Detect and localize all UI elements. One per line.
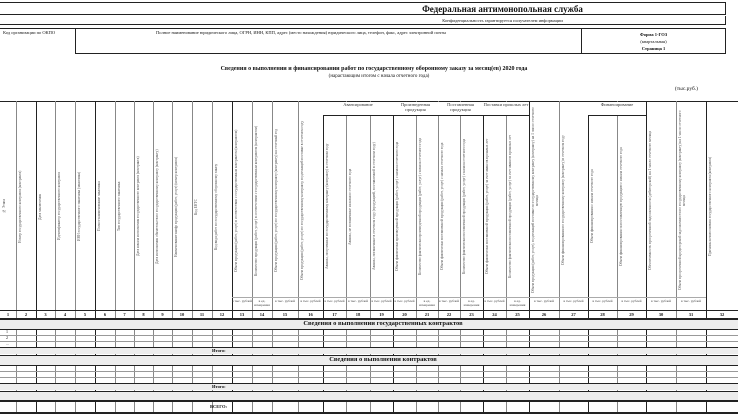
column-unit-31: в тыс. рублей [681, 299, 701, 303]
row-line [0, 400, 738, 402]
column-number-4: 4 [63, 312, 67, 317]
column-header-18: Авансы, не погашенные на начало отчетного года [348, 168, 352, 245]
form-info [581, 28, 726, 54]
column-number-11: 11 [199, 312, 205, 317]
group-header-produced: Произведенная продукция [393, 102, 438, 116]
report-title: Сведения о выполнении и финансировании работ по государственному оборонному заказу за месяц(ев) 2020 года [220, 66, 528, 72]
row-number: 1 [6, 329, 8, 334]
column-header-2: Номер государственного контракта (контракта) [18, 170, 22, 243]
column-divider [95, 101, 96, 414]
unit-divider [676, 297, 706, 298]
column-header-3: Дата заключения [38, 193, 42, 220]
unit-divider [416, 297, 438, 298]
column-number-24: 24 [492, 312, 497, 317]
group-header-financing: Финансирование [588, 102, 646, 116]
column-unit-20: в тыс. рублей [394, 299, 415, 303]
group-header-underline [438, 115, 483, 116]
column-number-30: 30 [658, 312, 664, 317]
unit-divider [232, 297, 252, 298]
report-subtitle: (нарастающим итогом с начала отчетного года) [328, 74, 430, 79]
column-header-30: Обеспеченность просроченной задолженности (дебиторской) на 1 число отчетного месяца [648, 131, 652, 270]
column-header-8: Дата начала исполнения государственного контракта (контракта) [136, 156, 140, 257]
column-header-20: Объем фактически произведенной продукции (работ, услуг) с начала отчетного года [395, 141, 399, 272]
column-number-12: 12 [219, 312, 225, 317]
column-header-9: Дата исполнения обязательств по государственному контракту (контракту) [155, 149, 159, 264]
unit-divider [252, 297, 272, 298]
column-header-13: Объем продукции (работ, услуг) в соответствии с государственным контрактом (контрактом) [234, 129, 238, 272]
group-header-underline [588, 115, 646, 116]
column-unit-21: в ед. измерения [419, 299, 435, 307]
column-divider [416, 101, 417, 414]
column-header-15: Объем продукции (работ, услуг) по государственному контракту (контракту) на отчетный год [274, 128, 278, 273]
column-divider [706, 101, 707, 414]
column-number-1: 1 [6, 312, 10, 317]
unit-divider [460, 297, 483, 298]
row-number: 2 [6, 335, 8, 340]
column-number-3: 3 [44, 312, 47, 317]
table-row[interactable] [0, 335, 738, 336]
column-header-28: Объем финансирования с начала отчетного года [590, 169, 594, 244]
column-header-12: Код вида работ по государственному оборонному заказу [214, 163, 218, 250]
column-unit-30: в тыс. рублей [651, 299, 671, 303]
unit-divider [506, 297, 529, 298]
column-number-20: 20 [402, 312, 407, 317]
group-header-underline [483, 115, 529, 116]
column-divider [115, 101, 116, 414]
unit-divider [346, 297, 370, 298]
column-header-6: Полное наименование заказчика [97, 181, 101, 232]
column-header-32: Причины неисполнения государственного контракта (контракта) [708, 156, 712, 257]
unit-divider [438, 297, 460, 298]
subtotal1-label: Итого: [212, 348, 226, 353]
unit-divider [617, 297, 646, 298]
column-divider [588, 101, 589, 414]
column-header-24: Объем фактически поставленной продукции (работ, услуг) за счет авансов прошлых лет [485, 138, 489, 275]
column-unit-23: в ед. измерения [463, 299, 480, 307]
column-header-1: № Этапа [2, 199, 6, 214]
table-row[interactable] [0, 341, 738, 342]
fullname-label: Полное наименование юридического лица, ОГРН, ИНН, КПП, адрес (место нахождения) юридического лица, телефон, факс, адрес электронной почты [156, 30, 447, 35]
column-header-27: Объем финансирования по государственному контракту (контракту) в отчетном году [561, 135, 565, 266]
column-header-29: Объем финансирования за поставленную продукцию с начала отчетного года [619, 147, 623, 266]
row-line [0, 329, 738, 330]
column-number-2: 2 [24, 312, 28, 317]
column-unit-26: в тыс. рублей [534, 299, 554, 303]
unit-divider [559, 297, 588, 298]
column-number-10: 10 [179, 312, 185, 317]
column-divider [676, 101, 677, 414]
column-divider [460, 101, 461, 414]
table-row[interactable] [0, 377, 738, 378]
table-row[interactable] [0, 371, 738, 372]
column-divider [212, 101, 213, 414]
column-header-4: Идентификатор государственного контракта [57, 172, 61, 241]
column-number-29: 29 [629, 312, 634, 317]
column-number-7: 7 [123, 312, 126, 317]
column-header-14: Количество продукции (работ, услуг) в соответствии с государственным контрактом (контрактом) [254, 125, 258, 276]
column-number-17: 17 [332, 312, 337, 317]
group-header-prev-years: Поставки прошлых лет [483, 102, 529, 116]
column-divider [559, 101, 560, 414]
group-header-delivered: Поставленная продукция [438, 102, 483, 116]
column-header-23: Количество фактически поставленной продукции (работ, услуг) с начала отчетного года [462, 138, 466, 275]
column-divider [323, 101, 324, 414]
column-number-13: 13 [239, 312, 245, 317]
column-unit-29: в тыс. рублей [621, 299, 642, 303]
column-divider [16, 101, 17, 414]
column-unit-28: в тыс. рублей [592, 299, 613, 303]
group-header-underline [323, 115, 393, 116]
confidentiality-note: Конфиденциальность гарантируется получателем информации [0, 16, 726, 25]
unit-divider [323, 297, 346, 298]
column-number-14: 14 [259, 312, 265, 317]
column-header-21: Количество фактически произведенной продукции (работ, услуг) с начала отчетного года [418, 138, 422, 275]
column-divider [370, 101, 371, 414]
column-divider [192, 101, 193, 414]
agency-title: Федеральная антимонопольная служба [0, 2, 726, 15]
column-divider [393, 101, 394, 414]
column-header-19: Авансы, погашенные в отчетном году (продукцией, поставленной в отчетном году) [372, 142, 376, 271]
column-number-26: 26 [541, 312, 547, 317]
column-number-21: 21 [424, 312, 430, 317]
column-header-10: Наименование шифр продукции (работ, услуг) (номер контракта) [174, 156, 178, 257]
subtotal1-band [0, 348, 738, 354]
column-divider [55, 101, 56, 414]
unit-divider [588, 297, 617, 298]
column-divider [346, 101, 347, 414]
column-unit-25: в ед. измерения [509, 299, 526, 307]
unit-divider [272, 297, 298, 298]
okpo-label: Код организации по ОКПО [3, 30, 56, 35]
units-label: (тыс.руб.) [674, 86, 698, 92]
column-divider [483, 101, 484, 414]
form-period: (квартальная) [640, 39, 667, 44]
column-number-23: 23 [469, 312, 474, 317]
column-unit-22: в тыс. рублей [439, 299, 459, 303]
column-number-15: 15 [282, 312, 288, 317]
unit-divider [370, 297, 393, 298]
column-number-31: 31 [688, 312, 694, 317]
column-number-22: 22 [446, 312, 452, 317]
okpo-field[interactable] [0, 28, 76, 54]
subtotal2-band [0, 384, 738, 390]
column-divider [617, 101, 618, 414]
column-header-25: Количество фактически поставленной продукции (работ, услуг) за счет авансов прошлых лет [508, 134, 512, 279]
column-header-26: Объем продукции (работ, услуг), подлежащей поставке по государственному контракту (контракту) на 1 число отчетного месяца [531, 107, 539, 294]
column-unit-17: в тыс. рублей [324, 299, 345, 303]
column-divider [75, 101, 76, 414]
column-unit-15: в тыс. рублей [275, 299, 295, 303]
section2-title: Сведения о выполнении контрактов [329, 356, 437, 363]
column-unit-27: в тыс. рублей [563, 299, 584, 303]
column-number-25: 25 [515, 312, 520, 317]
column-number-6: 6 [103, 312, 107, 317]
total-label: ВСЕГО: [210, 404, 228, 409]
column-divider [36, 101, 37, 414]
column-divider [134, 101, 135, 414]
row-line [0, 365, 738, 366]
column-header-17: Авансы, полученные по государственному контракту (контракту) в отчетном году [325, 143, 329, 270]
column-header-7: Тип государственного заказчика [117, 181, 121, 232]
group-header-underline [393, 115, 438, 116]
column-header-22: Объем фактически поставленной продукции (работ, услуг) с начала отчетного года [440, 142, 444, 271]
column-number-19: 19 [379, 312, 384, 317]
column-unit-18: в тыс. рублей [348, 299, 368, 303]
column-divider [506, 101, 507, 414]
column-number-27: 27 [571, 312, 576, 317]
column-number-5: 5 [83, 312, 87, 317]
unit-divider [298, 297, 323, 298]
column-unit-24: в тыс. рублей [484, 299, 505, 303]
form-name: Форма 1-ГОЗ [639, 32, 668, 37]
column-header-16: Объем продукции (работ, услуг) по государственному контракту, подлежащей поставке в отчетном году [300, 120, 304, 281]
column-header-31: Объем просроченной кредиторской задолженности по государственному контракту (контракту) на 1 число отчетного месяца [678, 110, 686, 291]
subtotal2-label: Итого: [212, 384, 226, 389]
column-number-9: 9 [161, 312, 164, 317]
row-number: ... [6, 341, 9, 346]
column-number-8: 8 [142, 312, 145, 317]
column-unit-13: в тыс. рублей [232, 299, 252, 303]
column-number-32: 32 [719, 312, 725, 317]
column-number-18: 18 [355, 312, 361, 317]
column-unit-16: в тыс. рублей [300, 299, 321, 303]
column-divider [272, 101, 273, 414]
column-divider [172, 101, 173, 414]
section1-title: Сведения о выполнении государственных контрактов [303, 320, 463, 327]
unit-divider [483, 297, 506, 298]
unit-divider [393, 297, 416, 298]
column-header-5: ИНН государственного заказчика (заказчика) [77, 171, 81, 242]
column-divider [438, 101, 439, 414]
column-divider [298, 101, 299, 414]
unit-divider [646, 297, 676, 298]
spacer-band [0, 392, 738, 400]
column-header-11: Код ЕНТС [194, 198, 198, 215]
column-number-28: 28 [600, 312, 605, 317]
column-divider [252, 101, 253, 414]
column-unit-14: в ед. измерения [254, 299, 270, 307]
unit-divider [529, 297, 559, 298]
fullname-field[interactable] [76, 28, 581, 54]
column-divider [153, 101, 154, 414]
column-divider [232, 101, 233, 414]
column-divider [529, 101, 530, 414]
group-header-advance: Авансирование [323, 102, 393, 116]
column-divider [646, 101, 647, 414]
column-unit-19: в тыс. рублей [371, 299, 392, 303]
column-number-16: 16 [308, 312, 313, 317]
page-number: Страница 1 [641, 46, 666, 51]
